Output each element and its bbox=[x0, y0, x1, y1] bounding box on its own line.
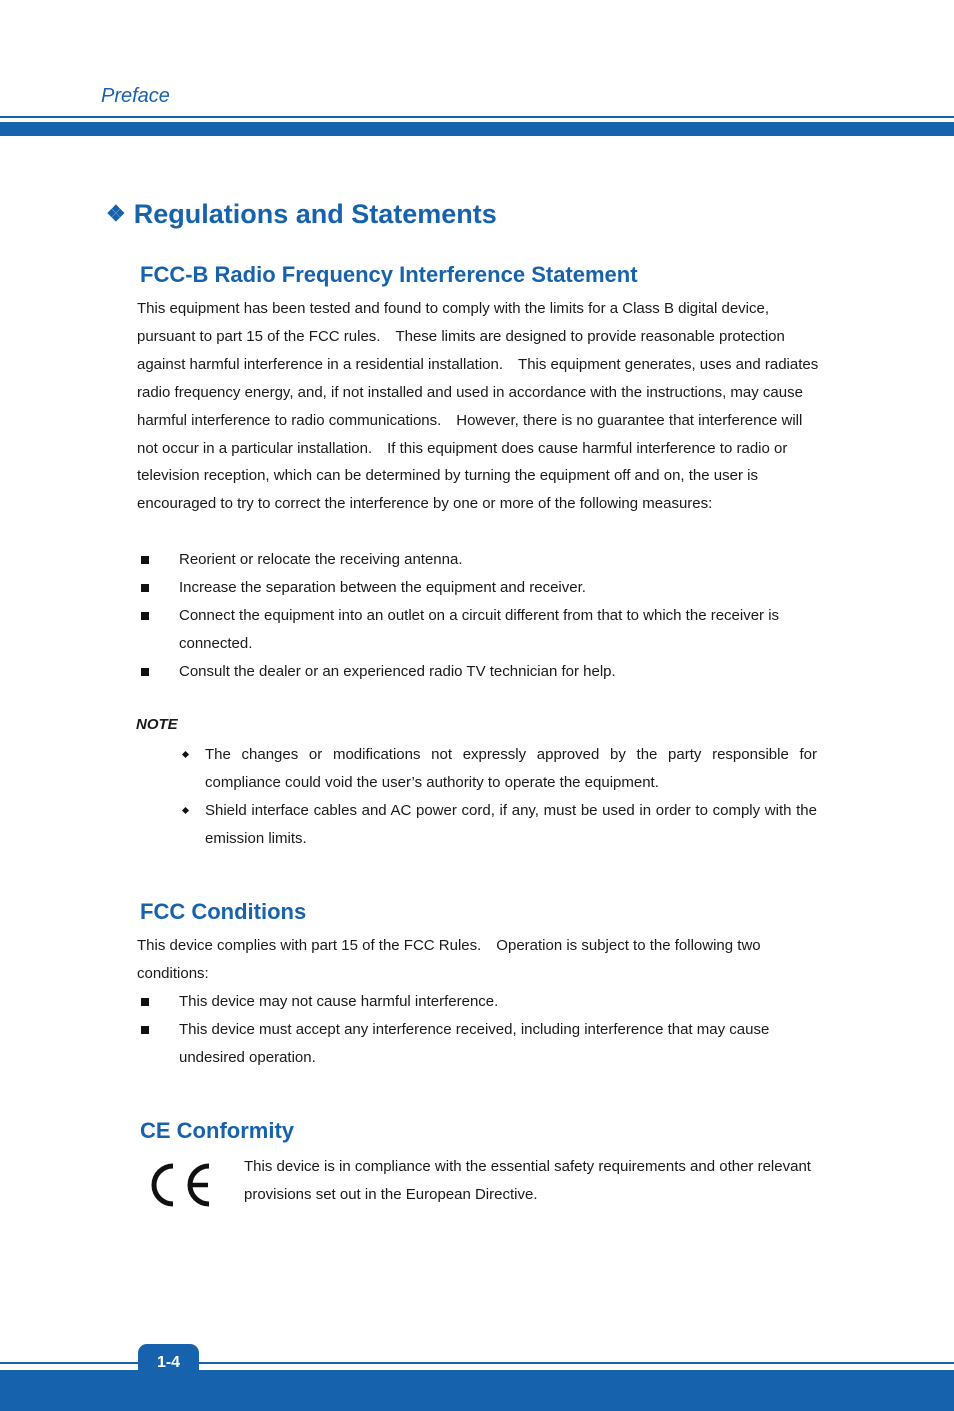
note-list bbox=[181, 741, 817, 853]
square-bullet-icon bbox=[141, 556, 149, 564]
list-item bbox=[137, 574, 819, 602]
note-item bbox=[181, 797, 817, 853]
square-bullet-icon bbox=[141, 612, 149, 620]
header-title: Preface bbox=[101, 85, 170, 107]
list-item bbox=[137, 546, 819, 574]
note-item bbox=[181, 741, 817, 797]
fcc-b-heading: FCC-B Radio Frequency Interference Statement bbox=[140, 262, 638, 287]
square-bullet-icon bbox=[141, 998, 149, 1006]
list-item bbox=[137, 658, 819, 686]
four-diamond-icon: ❖ bbox=[106, 201, 126, 226]
list-item bbox=[137, 988, 819, 1016]
header-band bbox=[0, 122, 954, 136]
list-item bbox=[137, 602, 819, 658]
list-item-text: This device must accept any interference received, including interference that may cause undesired operation. bbox=[179, 1020, 770, 1066]
fcc-b-measures-list bbox=[137, 546, 819, 686]
note-item-text: Shield interface cables and AC power cord, if any, must be used in order to comply with the emission limits. bbox=[205, 801, 817, 847]
ce-conformity-text: This device is in compliance with the essential safety requirements and other relevant provisions set out in the European Directive. bbox=[244, 1158, 811, 1203]
square-bullet-icon bbox=[141, 584, 149, 592]
section-title bbox=[106, 199, 497, 230]
fcc-b-paragraph: This equipment has been tested and found to comply with the limits for a Class B digital device, pursuant to part 15 of the FCC rules. These limits are designed to provide reasonable protection against harmful interference in a residential installation. This equipment generates, uses and radiates radio frequency energy, and, if not installed and used in accordance with the instructions, may cause harmful interference to radio communications. However, there is no guarantee that interference will not occur in a particular installation. If this equipment does cause harmful interference to radio or television reception, which can be determined by turning the equipment off and on, the user is encouraged to try to correct the interference by one or more of the following measures: bbox=[137, 300, 819, 513]
list-item-text: Reorient or relocate the receiving antenna. bbox=[179, 551, 463, 568]
note-label: NOTE bbox=[136, 716, 178, 733]
diamond-bullet-icon bbox=[182, 807, 189, 814]
section-title-text: Regulations and Statements bbox=[133, 199, 497, 229]
header-divider-line bbox=[0, 116, 954, 118]
ce-conformity-heading: CE Conformity bbox=[140, 1118, 294, 1143]
diamond-bullet-icon bbox=[182, 751, 189, 758]
page-number-tab bbox=[138, 1344, 199, 1408]
list-item-text: This device may not cause harmful interference. bbox=[179, 993, 499, 1010]
page-number: 1-4 bbox=[156, 1354, 181, 1371]
note-item-text: The changes or modifications not expressly approved by the party responsible for compliance could void the user’s authority to operate the equipment. bbox=[205, 746, 817, 791]
square-bullet-icon bbox=[141, 1026, 149, 1034]
fcc-conditions-paragraph: This device complies with part 15 of the FCC Rules. Operation is subject to the following two conditions: bbox=[137, 937, 761, 982]
list-item-text: Connect the equipment into an outlet on a circuit different from that to which the receiver is connected. bbox=[179, 606, 780, 652]
fcc-conditions-list bbox=[137, 988, 819, 1072]
fcc-conditions-heading: FCC Conditions bbox=[140, 899, 307, 924]
square-bullet-icon bbox=[141, 668, 149, 676]
ce-mark-icon bbox=[146, 1160, 216, 1210]
list-item-text: Increase the separation between the equipment and receiver. bbox=[179, 578, 586, 596]
list-item-text: Consult the dealer or an experienced radio TV technician for help. bbox=[179, 662, 616, 680]
list-item bbox=[137, 1016, 819, 1072]
